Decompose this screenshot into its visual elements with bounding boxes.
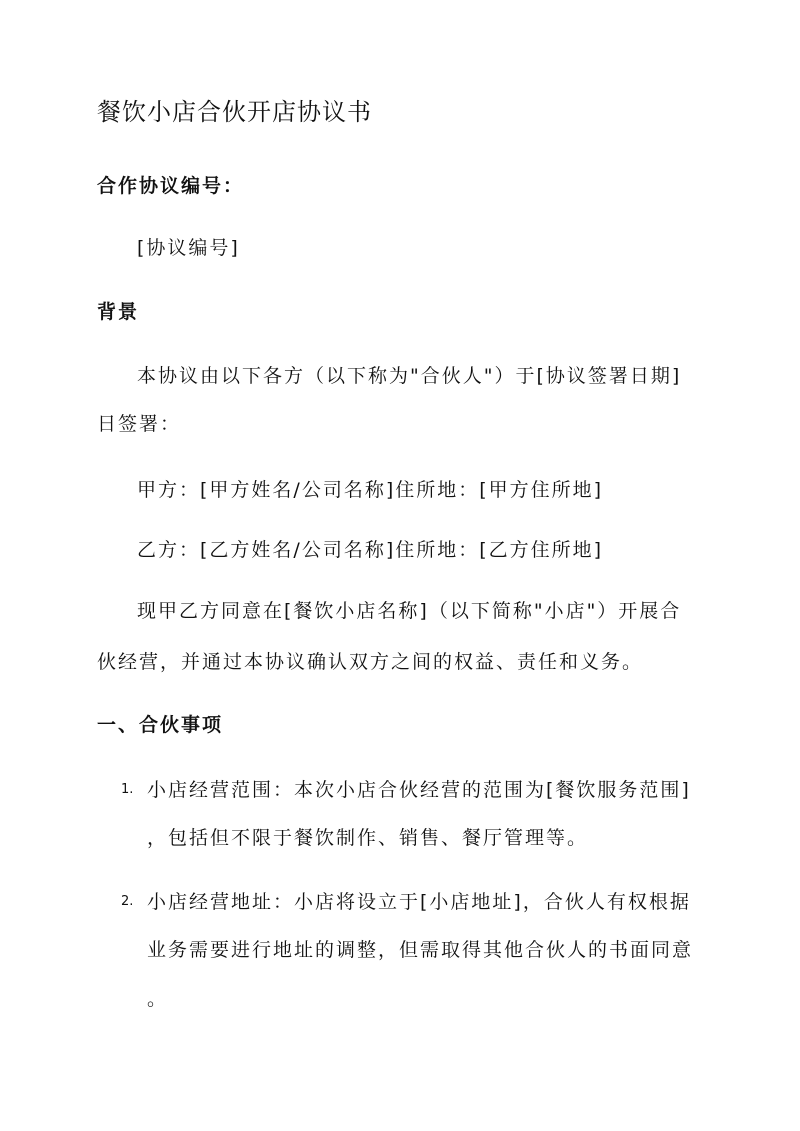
purpose-line-1: 现甲乙方同意在[餐饮小店名称]（以下简称"小店"）开展合: [137, 600, 682, 622]
agreement-number-heading: 合作协议编号：: [97, 175, 245, 197]
list-item-2-line-3: 。: [147, 988, 169, 1010]
section-1-heading: 一、合伙事项: [97, 714, 224, 736]
list-item-1-line-1: 小店经营范围：本次小店合伙经营的范围为[餐饮服务范围]: [147, 779, 691, 801]
party-b-line: 乙方：[乙方姓名/公司名称]住所地：[乙方住所地]: [137, 539, 604, 561]
background-intro-line-2: 日签署：: [97, 413, 182, 435]
list-item-2-line-1: 小店经营地址：小店将设立于[小店地址]，合伙人有权根据: [147, 891, 691, 913]
party-a-line: 甲方：[甲方姓名/公司名称]住所地：[甲方住所地]: [137, 479, 604, 501]
background-heading: 背景: [97, 301, 140, 323]
document-title: 餐饮小店合伙开店协议书: [97, 98, 372, 126]
purpose-line-2: 伙经营，并通过本协议确认双方之间的权益、责任和义务。: [97, 651, 644, 673]
list-item-2-line-2: 业务需要进行地址的调整，但需取得其他合伙人的书面同意: [147, 939, 694, 961]
list-item-number: 1.: [121, 782, 134, 797]
list-item-1-line-2: ，包括但不限于餐饮制作、销售、餐厅管理等。: [147, 827, 589, 849]
list-item-number: 2.: [121, 894, 134, 909]
background-intro-line-1: 本协议由以下各方（以下称为"合伙人"）于[协议签署日期]: [137, 365, 682, 387]
agreement-number-placeholder: [协议编号]: [137, 237, 240, 259]
